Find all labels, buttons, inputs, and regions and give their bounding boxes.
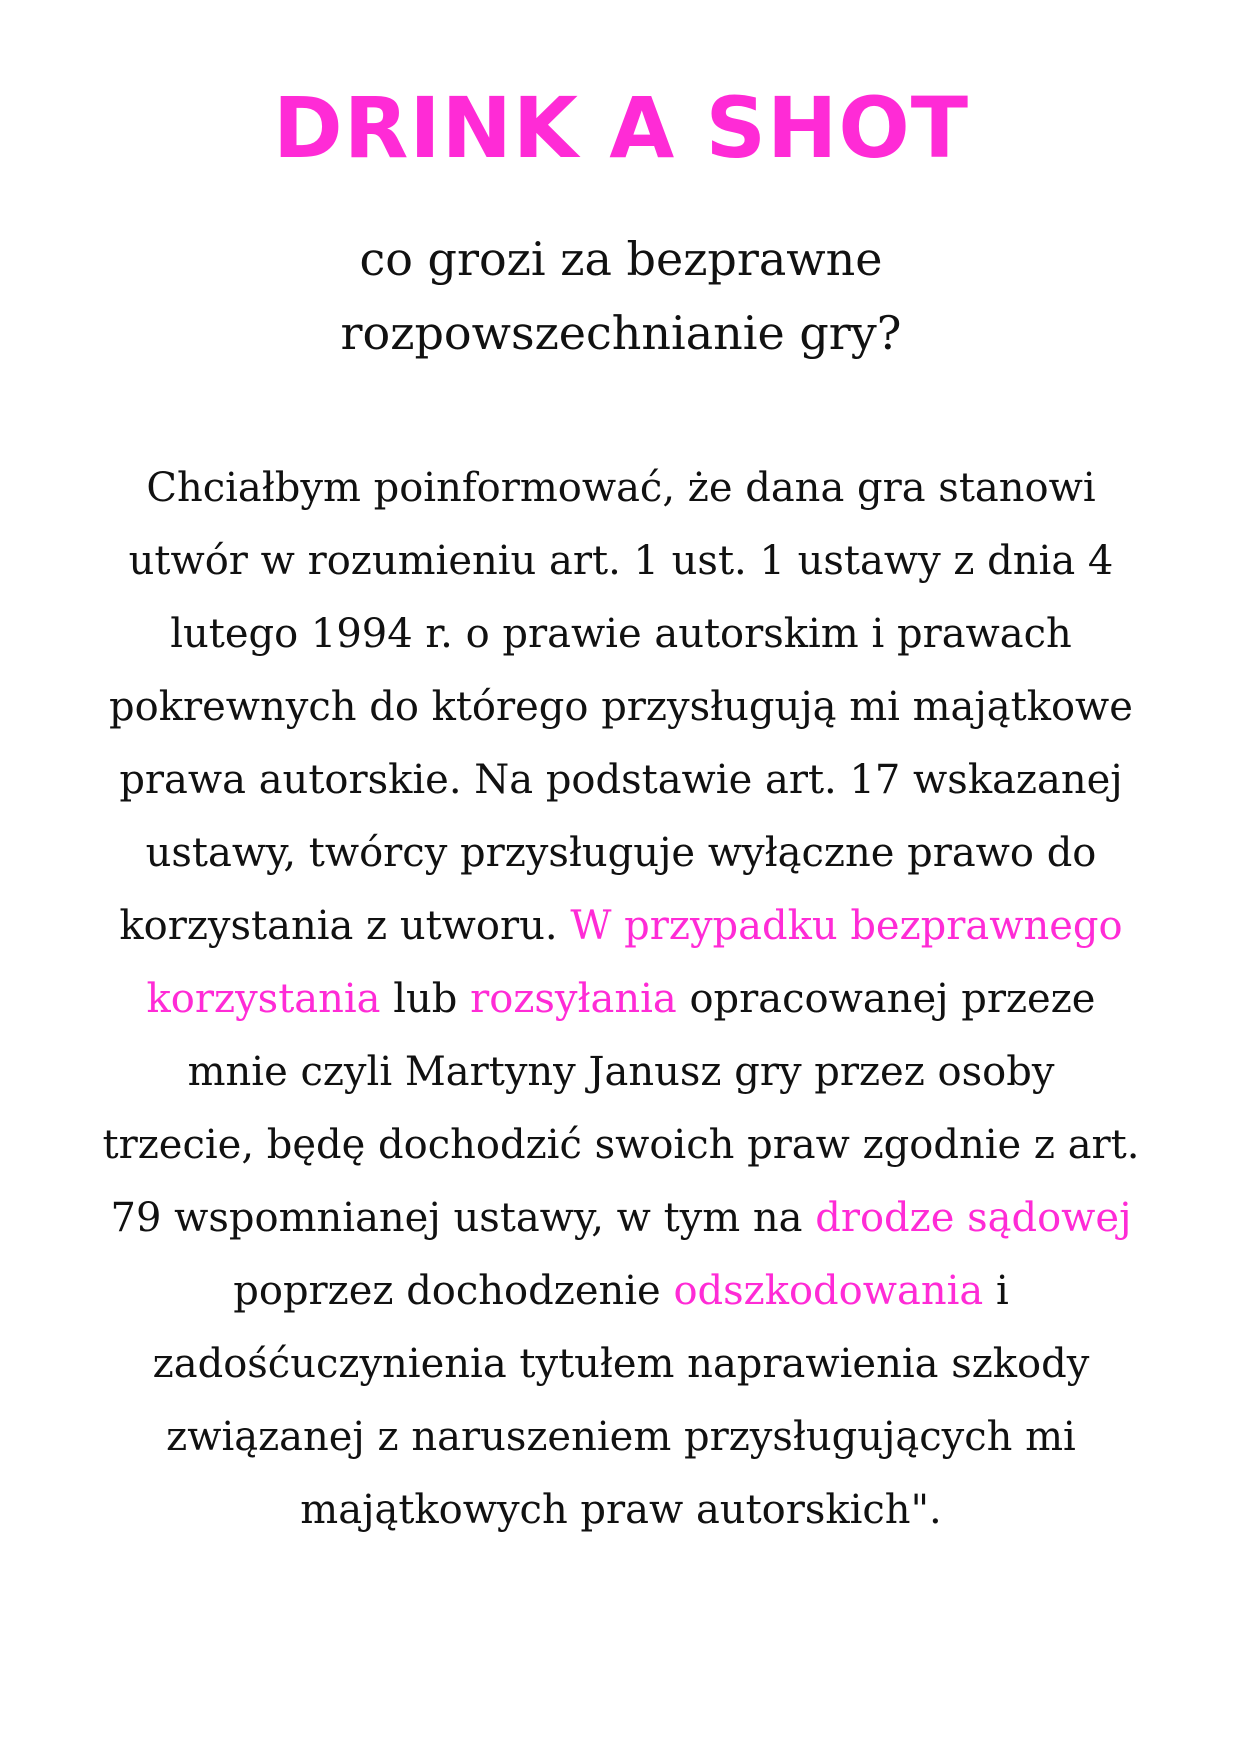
- body-line: [50, 1182, 1192, 1255]
- body-line: [50, 890, 1192, 963]
- highlighted-phrase: odszkodowania: [673, 1268, 984, 1314]
- body-paragraph: [50, 452, 1192, 1547]
- subtitle: [100, 222, 1142, 370]
- body-line: utwór w rozumieniu art. 1 ust. 1 ustawy z dnia 4: [128, 538, 1114, 584]
- highlighted-phrase: korzystania: [146, 976, 381, 1022]
- body-line: ustawy, twórcy przysługuje wyłączne prawo do: [145, 830, 1097, 876]
- body-line: związanej z naruszeniem przysługujących mi: [166, 1414, 1076, 1460]
- highlighted-phrase: W przypadku bezprawnego: [570, 903, 1123, 949]
- body-line: prawa autorskie. Na podstawie art. 17 wskazanej: [119, 757, 1123, 803]
- body-line: Chciałbym poinformować, że dana gra stanowi: [146, 465, 1096, 511]
- page-title: DRINK A SHOT: [272, 79, 970, 177]
- body-line: trzecie, będę dochodzić swoich praw zgodnie z art.: [102, 1122, 1140, 1168]
- highlighted-phrase: drodze sądowej: [815, 1195, 1132, 1241]
- subtitle-line: rozpowszechnianie gry?: [340, 306, 902, 360]
- body-text-segment: 79 wspomnianej ustawy, w tym na: [110, 1195, 816, 1241]
- body-line: [50, 1255, 1192, 1328]
- body-text-segment: lub: [380, 976, 471, 1022]
- subtitle-line: co grozi za bezprawne: [359, 232, 883, 286]
- body-line: pokrewnych do którego przysługują mi majątkowe: [109, 684, 1133, 730]
- body-line: mnie czyli Martyny Janusz gry przez osoby: [187, 1049, 1055, 1095]
- body-text-segment: i: [983, 1268, 1009, 1314]
- body-line: [50, 963, 1192, 1036]
- body-line: lutego 1994 r. o prawie autorskim i prawach: [170, 611, 1072, 657]
- body-text-segment: poprzez dochodzenie: [233, 1268, 674, 1314]
- body-line: majątkowych praw autorskich".: [300, 1487, 942, 1533]
- body-line: zadośćuczynienia tytułem naprawienia szkody: [152, 1341, 1090, 1387]
- highlighted-phrase: rozsyłania: [470, 976, 677, 1022]
- body-text-segment: opracowanej przeze: [676, 976, 1096, 1022]
- body-text-segment: korzystania z utworu.: [119, 903, 571, 949]
